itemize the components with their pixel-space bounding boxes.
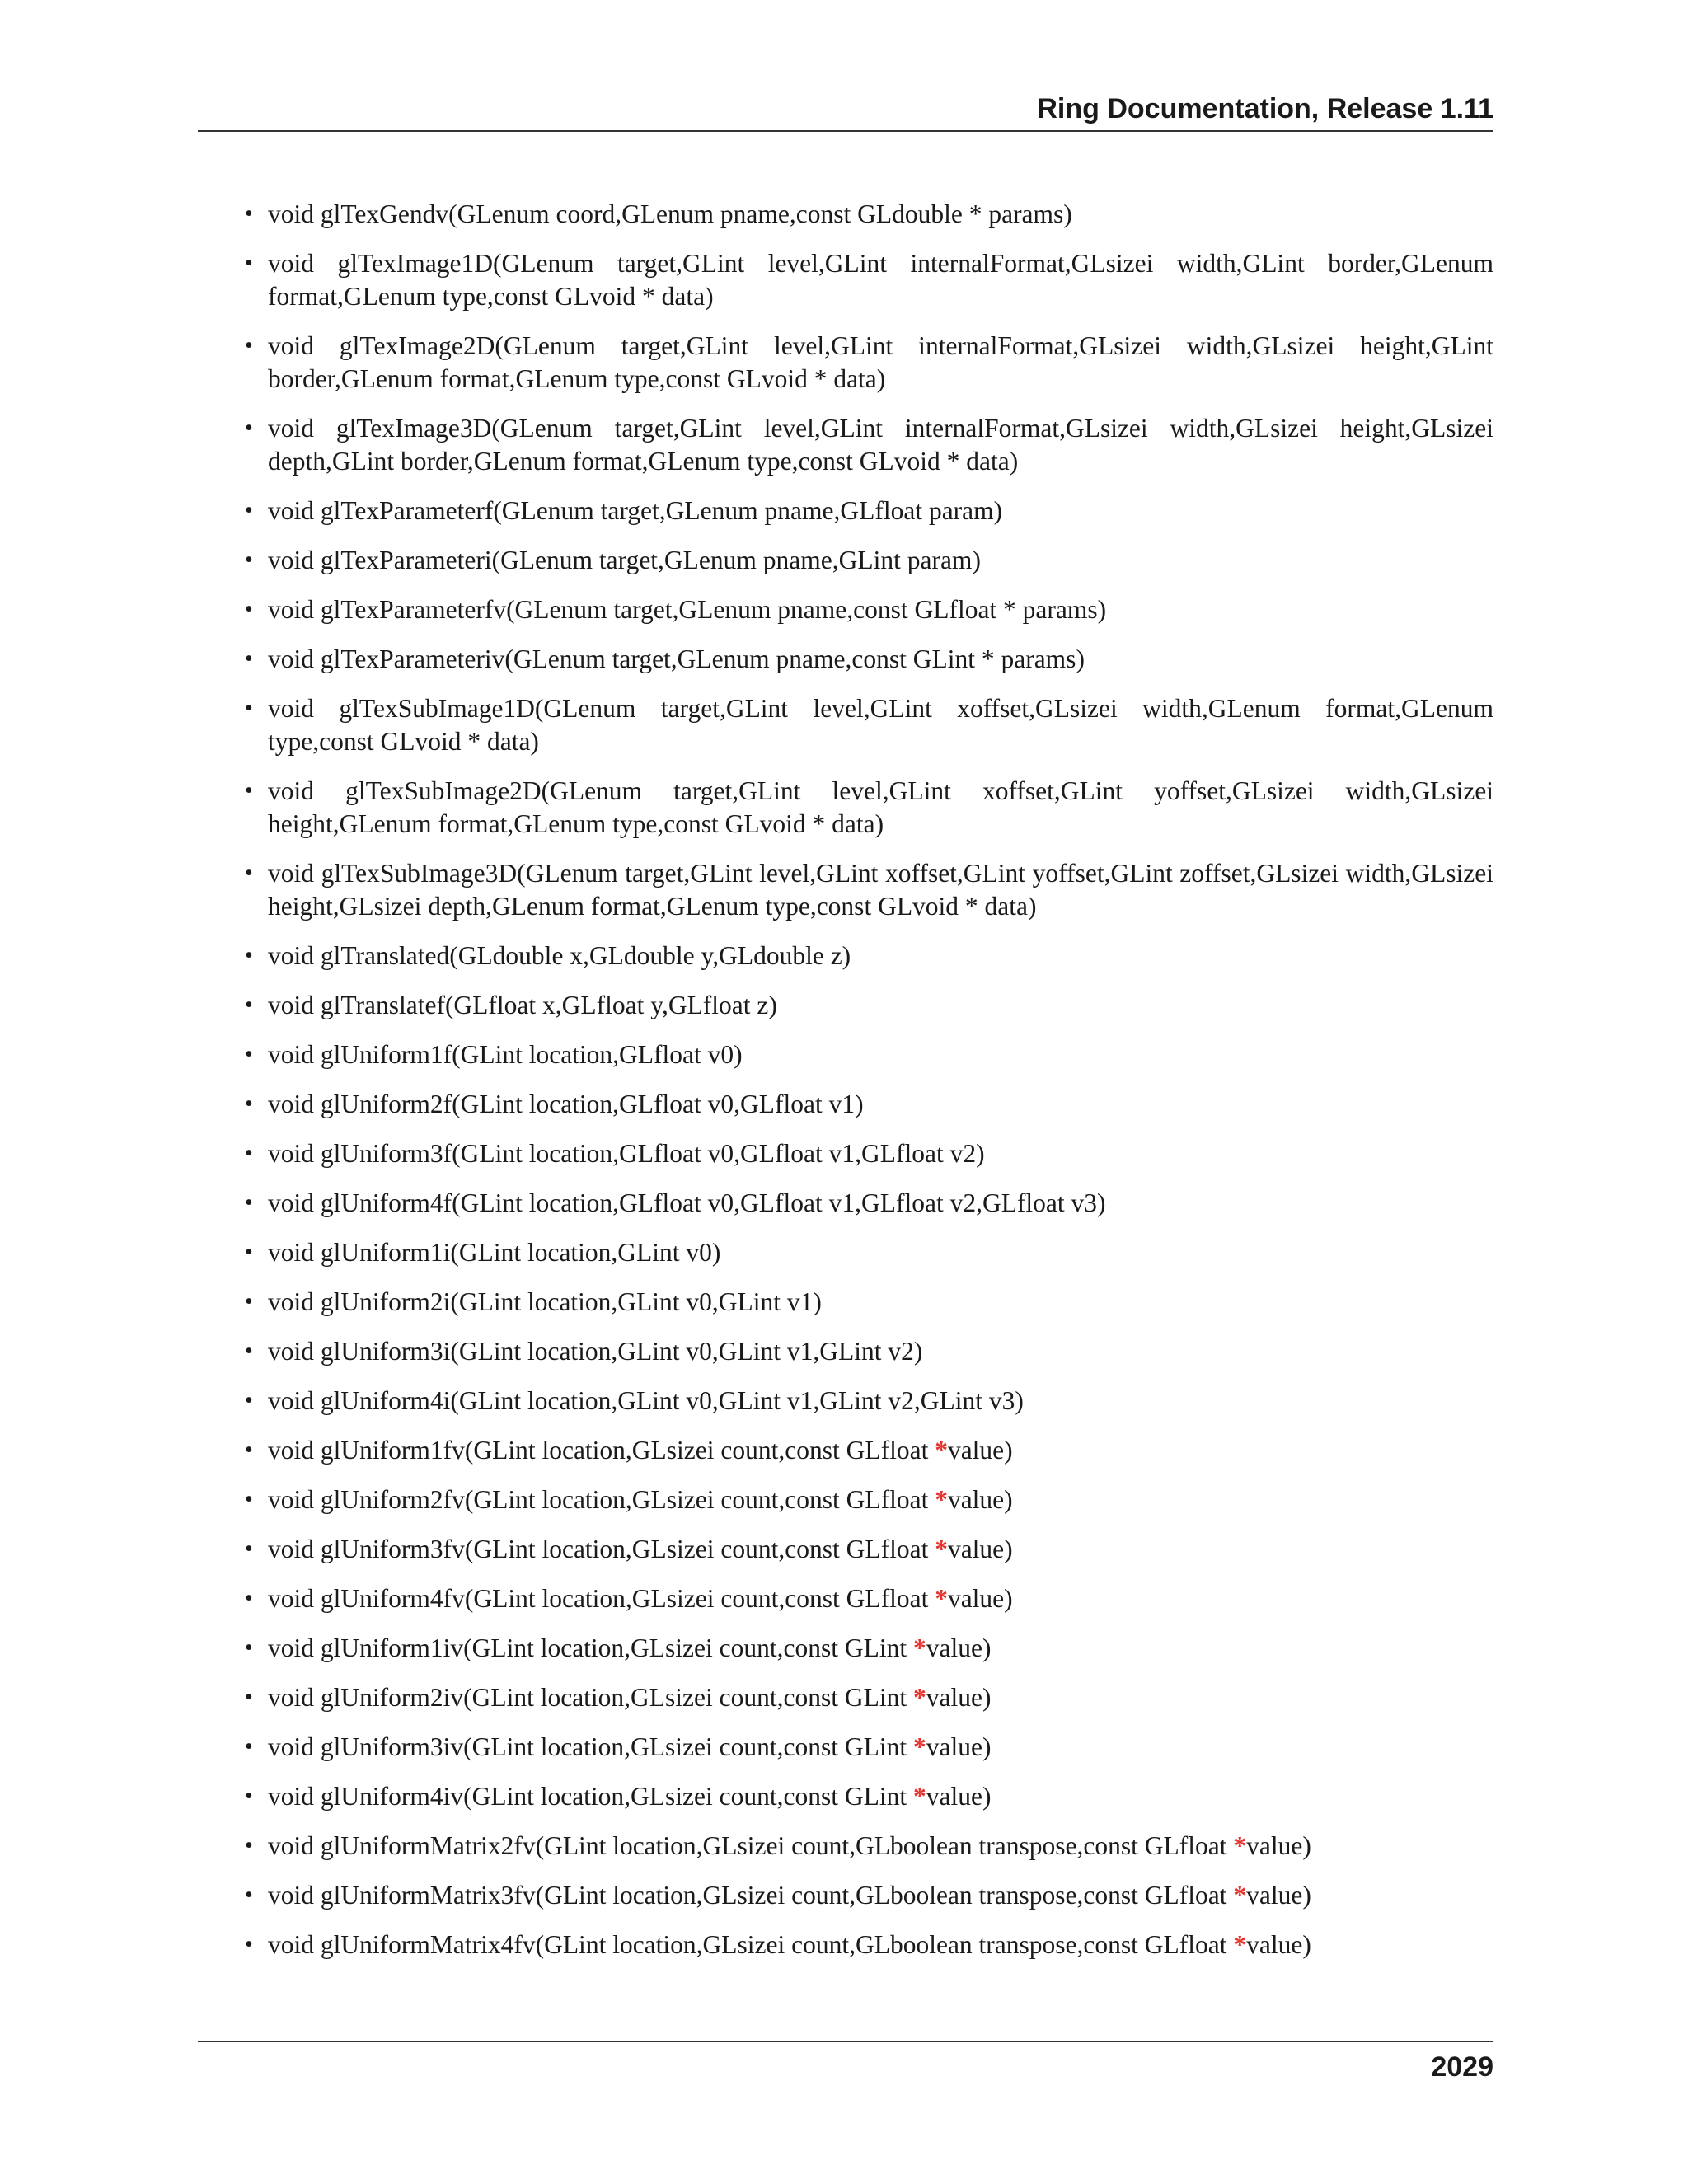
list-item-text: void glUniform3fv(GLint location,GLsizei count,const GLfloat	[268, 1535, 935, 1563]
list-item-text: void glTexParameteri(GLenum target,GLenum pname,GLint param)	[268, 546, 981, 574]
list-item	[245, 1038, 1493, 1071]
bullet-icon: •	[245, 943, 253, 968]
pointer-asterisk: *	[935, 1436, 948, 1465]
bullet-icon: •	[245, 1586, 253, 1611]
list-item	[245, 989, 1493, 1022]
list-item-text: void glTexGendv(GLenum coord,GLenum pname,const GLdouble * params)	[268, 199, 1072, 228]
list-item-text-tail: value)	[947, 1485, 1013, 1514]
list-item-text: void glUniform2f(GLint location,GLfloat v0,GLfloat v1)	[268, 1090, 864, 1118]
bullet-icon: •	[245, 860, 253, 886]
list-item-text: void glTexImage2D(GLenum target,GLint level,GLint internalFormat,GLsizei width,GLsizei height,GLint border,GLenum format,GLenum type,const GLvoid * data)	[268, 331, 1493, 393]
bullet-icon: •	[245, 1734, 253, 1760]
list-item	[245, 1582, 1493, 1615]
list-item-text: void glUniform3f(GLint location,GLfloat v0,GLfloat v1,GLfloat v2)	[268, 1139, 985, 1168]
list-item	[245, 412, 1493, 478]
list-item-text-tail: value)	[926, 1732, 992, 1761]
header-rule	[198, 130, 1493, 132]
list-item-text: void glUniform4i(GLint location,GLint v0,GLint v1,GLint v2,GLint v3)	[268, 1386, 1024, 1415]
list-item-text: void glTexParameteriv(GLenum target,GLenum pname,const GLint * params)	[268, 644, 1085, 673]
list-item-text-tail: value)	[947, 1535, 1013, 1563]
list-item-text: void glTexSubImage2D(GLenum target,GLint level,GLint xoffset,GLint yoffset,GLsizei width,GLsizei height,GLenum format,GLenum type,const GLvoid * data)	[268, 776, 1493, 838]
list-item-text: void glTexParameterfv(GLenum target,GLenum pname,const GLfloat * params)	[268, 595, 1107, 624]
bullet-icon: •	[245, 1437, 253, 1463]
list-item-text: void glUniform4iv(GLint location,GLsizei count,const GLint	[268, 1782, 913, 1811]
list-item	[245, 1088, 1493, 1121]
bullet-icon: •	[245, 992, 253, 1018]
bullet-icon: •	[245, 1091, 253, 1117]
list-item-text: void glUniform2iv(GLint location,GLsizei count,const GLint	[268, 1683, 913, 1712]
bullet-icon: •	[245, 547, 253, 573]
list-item-text: void glTexSubImage3D(GLenum target,GLint level,GLint xoffset,GLint yoffset,GLint zoffset,GLsizei width,GLsizei height,GLsizei depth,GLenum format,GLenum type,const GLvoid * data)	[268, 859, 1493, 921]
bullet-icon: •	[245, 1833, 253, 1858]
list-item-text: void glUniform1fv(GLint location,GLsizei count,const GLfloat	[268, 1436, 935, 1465]
bullet-icon: •	[245, 778, 253, 804]
bullet-icon: •	[245, 1338, 253, 1364]
list-item	[245, 494, 1493, 527]
list-item	[245, 1632, 1493, 1665]
list-item	[245, 775, 1493, 841]
list-item-text-tail: value)	[926, 1683, 992, 1712]
bullet-icon: •	[245, 1932, 253, 1957]
bullet-icon: •	[245, 415, 253, 441]
bullet-icon: •	[245, 1289, 253, 1315]
list-item-text: void glUniform1iv(GLint location,GLsizei count,const GLint	[268, 1633, 913, 1662]
pointer-asterisk: *	[1233, 1831, 1247, 1860]
list-item-text-tail: value)	[947, 1584, 1013, 1613]
list-item	[245, 247, 1493, 313]
pointer-asterisk: *	[935, 1535, 948, 1563]
list-item	[245, 940, 1493, 972]
list-item	[245, 1187, 1493, 1220]
footer-rule	[198, 2041, 1493, 2042]
list-item-text: void glUniform2fv(GLint location,GLsizei count,const GLfloat	[268, 1485, 935, 1514]
bullet-icon: •	[245, 696, 253, 721]
bullet-icon: •	[245, 1882, 253, 1908]
bullet-icon: •	[245, 597, 253, 622]
bullet-icon: •	[245, 1240, 253, 1265]
bullet-icon: •	[245, 1042, 253, 1067]
list-item	[245, 1731, 1493, 1764]
list-item	[245, 692, 1493, 758]
list-item-text: void glUniform4f(GLint location,GLfloat v0,GLfloat v1,GLfloat v2,GLfloat v3)	[268, 1188, 1106, 1217]
pointer-asterisk: *	[935, 1485, 948, 1514]
bullet-icon: •	[245, 1487, 253, 1512]
list-item	[245, 1780, 1493, 1813]
list-item-text-tail: value)	[1246, 1930, 1311, 1959]
list-item	[245, 544, 1493, 577]
list-item-text-tail: value)	[926, 1633, 992, 1662]
list-item-text: void glUniform4fv(GLint location,GLsizei count,const GLfloat	[268, 1584, 935, 1613]
list-item-text-tail: value)	[947, 1436, 1013, 1465]
pointer-asterisk: *	[913, 1782, 926, 1811]
list-item-text-tail: value)	[1246, 1831, 1311, 1860]
list-item-text: void glTranslatef(GLfloat x,GLfloat y,GLfloat z)	[268, 991, 777, 1019]
list-item-text-tail: value)	[1246, 1881, 1311, 1910]
page-header: Ring Documentation, Release 1.11	[1037, 93, 1493, 124]
list-item	[245, 1236, 1493, 1269]
list-item-text: void glUniform3iv(GLint location,GLsizei count,const GLint	[268, 1732, 913, 1761]
list-item-text: void glTexParameterf(GLenum target,GLenum pname,GLfloat param)	[268, 496, 1003, 525]
pointer-asterisk: *	[913, 1633, 926, 1662]
list-item	[245, 1137, 1493, 1170]
list-item-text: void glTexImage3D(GLenum target,GLint level,GLint internalFormat,GLsizei width,GLsizei height,GLsizei depth,GLint border,GLenum format,GLenum type,const GLvoid * data)	[268, 414, 1493, 476]
list-item-text: void glTexImage1D(GLenum target,GLint level,GLint internalFormat,GLsizei width,GLint border,GLenum format,GLenum type,const GLvoid * data)	[268, 249, 1493, 311]
list-item-text: void glTexSubImage1D(GLenum target,GLint level,GLint xoffset,GLsizei width,GLenum format,GLenum type,const GLvoid * data)	[268, 694, 1493, 756]
pointer-asterisk: *	[913, 1732, 926, 1761]
pointer-asterisk: *	[935, 1584, 948, 1613]
list-item	[245, 1385, 1493, 1418]
bullet-icon: •	[245, 1635, 253, 1661]
bullet-icon: •	[245, 1388, 253, 1413]
list-item	[245, 1830, 1493, 1863]
list-item	[245, 1929, 1493, 1961]
pointer-asterisk: *	[1233, 1930, 1247, 1959]
list-item	[245, 1286, 1493, 1319]
list-item-text: void glUniform3i(GLint location,GLint v0,GLint v1,GLint v2)	[268, 1337, 923, 1366]
list-item	[245, 198, 1493, 231]
bullet-icon: •	[245, 1141, 253, 1166]
bullet-icon: •	[245, 251, 253, 276]
function-list	[245, 198, 1493, 1978]
list-item-text: void glUniform1i(GLint location,GLint v0)	[268, 1238, 721, 1267]
bullet-icon: •	[245, 498, 253, 523]
list-item	[245, 330, 1493, 396]
bullet-icon: •	[245, 1685, 253, 1710]
page-number: 2029	[1431, 2051, 1493, 2083]
bullet-icon: •	[245, 1536, 253, 1562]
list-item	[245, 1879, 1493, 1912]
list-item	[245, 643, 1493, 676]
list-item	[245, 1533, 1493, 1566]
list-item-text: void glUniformMatrix3fv(GLint location,GLsizei count,GLboolean transpose,const GLfloat	[268, 1881, 1234, 1910]
list-item	[245, 593, 1493, 626]
list-item	[245, 857, 1493, 923]
list-item-text: void glUniformMatrix4fv(GLint location,GLsizei count,GLboolean transpose,const GLfloat	[268, 1930, 1234, 1959]
list-item	[245, 1434, 1493, 1467]
list-item	[245, 1335, 1493, 1368]
bullet-icon: •	[245, 333, 253, 359]
list-item	[245, 1681, 1493, 1714]
list-item-text: void glUniform1f(GLint location,GLfloat v0)	[268, 1040, 743, 1069]
list-item	[245, 1483, 1493, 1516]
bullet-icon: •	[245, 1190, 253, 1216]
pointer-asterisk: *	[913, 1683, 926, 1712]
bullet-icon: •	[245, 646, 253, 672]
list-item-text-tail: value)	[926, 1782, 992, 1811]
list-item-text: void glUniformMatrix2fv(GLint location,GLsizei count,GLboolean transpose,const GLfloat	[268, 1831, 1234, 1860]
pointer-asterisk: *	[1233, 1881, 1247, 1910]
bullet-icon: •	[245, 1783, 253, 1809]
list-item-text: void glTranslated(GLdouble x,GLdouble y,GLdouble z)	[268, 941, 851, 970]
bullet-icon: •	[245, 201, 253, 227]
list-item-text: void glUniform2i(GLint location,GLint v0,GLint v1)	[268, 1287, 822, 1316]
